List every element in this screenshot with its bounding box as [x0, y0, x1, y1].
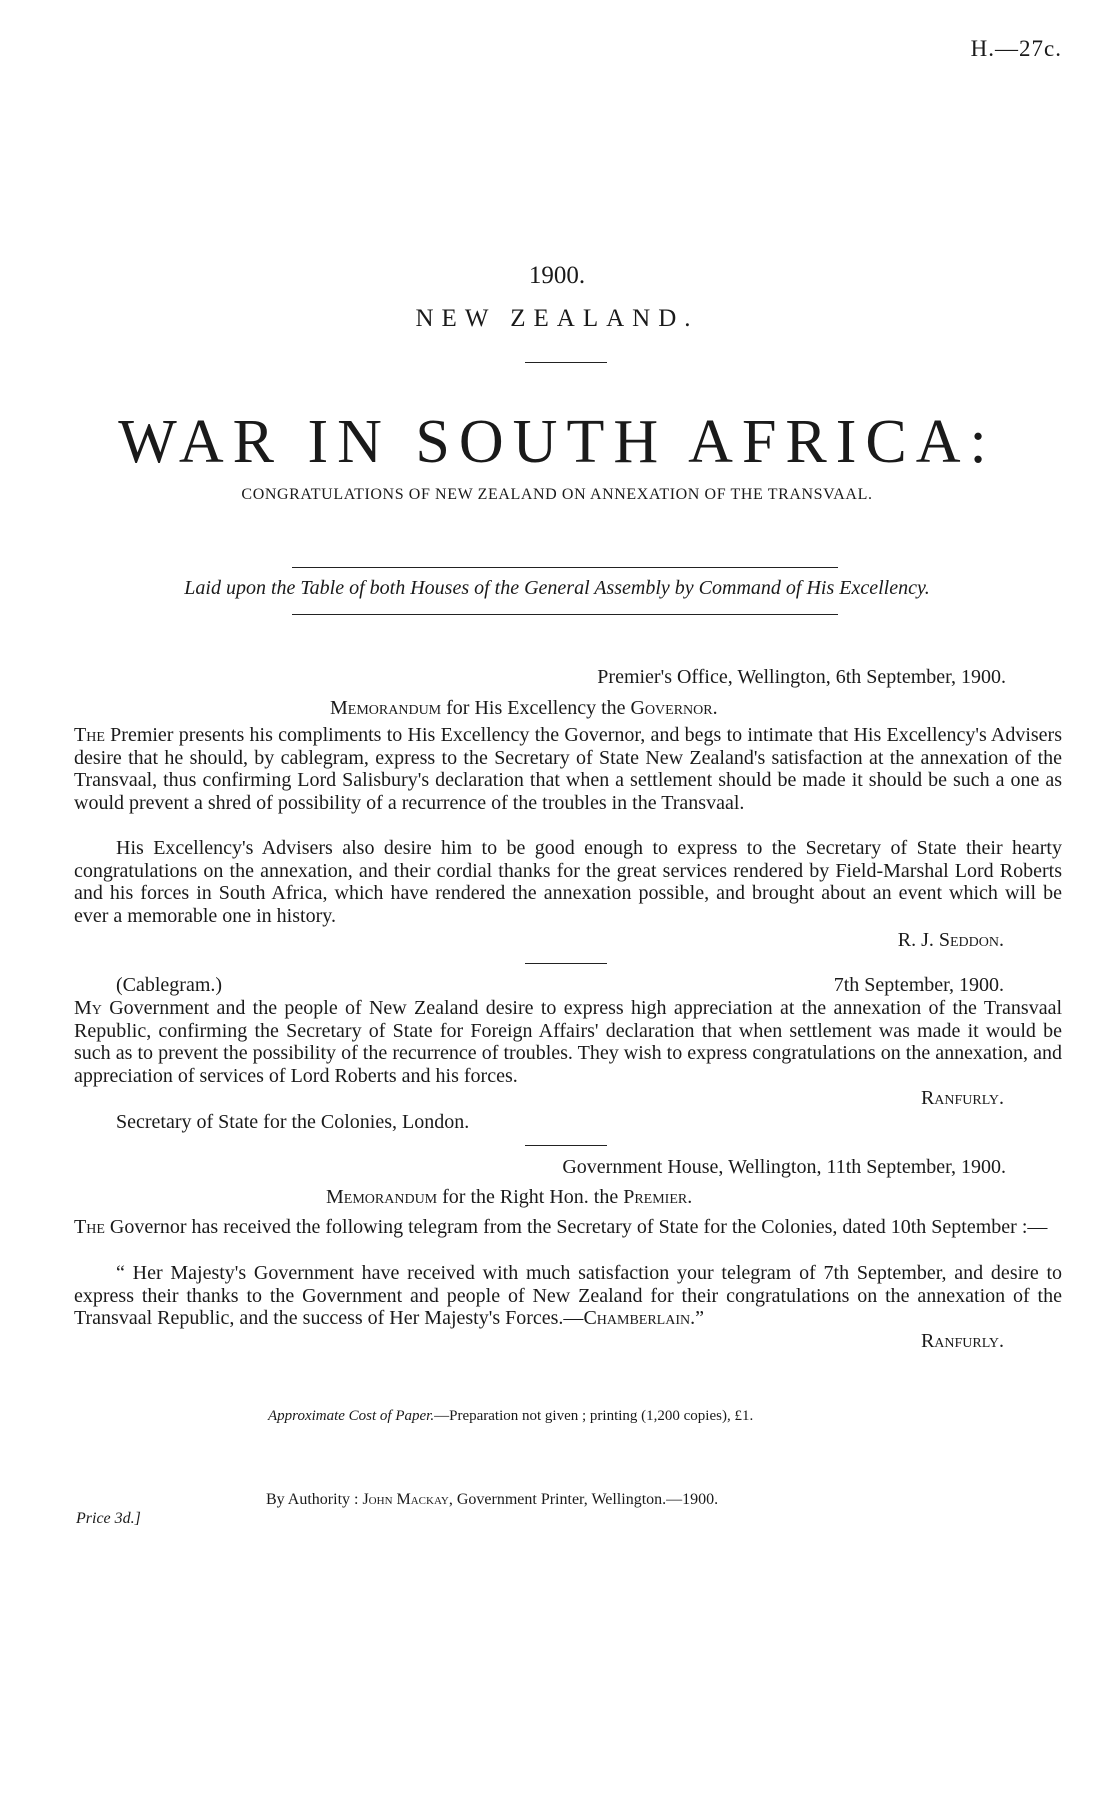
- cablegram-label: (Cablegram.): [116, 974, 223, 996]
- cost-note: [268, 1408, 753, 1425]
- document-reference: H.—27c.: [970, 36, 1062, 61]
- memo1-place-date: Premier's Office, Wellington, 6th September, 1900.: [597, 666, 1006, 688]
- document-title: WAR IN SOUTH AFRICA:: [118, 408, 996, 476]
- laid-statement: Laid upon the Table of both Houses of the General Assembly by Command of His Excellency.: [184, 577, 930, 599]
- document-subtitle: CONGRATULATIONS OF NEW ZEALAND ON ANNEXATION OF THE TRANSVAAL.: [241, 486, 873, 503]
- section-divider-1: [525, 963, 607, 964]
- memo1-p1-lead: The: [74, 724, 105, 746]
- memo1-paragraph-2: His Excellency's Advisers also desire him to be good enough to express to the Secretary of State their hearty congratulations on the annexation, and their cordial thanks for the great services rendered by Field-Marshal Lord Roberts and his forces in South Africa, which have rendered the annexation possible, and brought about an event which will be ever a memorable one in history.: [74, 837, 1062, 927]
- cost-label: Approximate Cost of Paper.: [268, 1408, 435, 1424]
- memo1-signature: R. J. Seddon.: [897, 929, 1004, 951]
- memo2-heading-mid: for the Right Hon. the: [437, 1186, 624, 1208]
- authority-name: John Mackay: [362, 1491, 449, 1508]
- cablegram-date: 7th September, 1900.: [833, 974, 1004, 996]
- section-divider-2: [525, 1145, 607, 1146]
- memo1-heading: [330, 697, 718, 720]
- document-year: 1900.: [528, 262, 586, 289]
- memo2-place-date: Government House, Wellington, 11th September, 1900.: [562, 1156, 1006, 1178]
- memo1-heading-mid: for His Excellency the: [441, 697, 631, 719]
- memo2-heading-target: Premier.: [623, 1186, 693, 1208]
- memo2-p1-lead: The: [74, 1216, 105, 1238]
- memo2-quote-signature: Chamberlain.: [583, 1307, 696, 1330]
- memo2-paragraph-1: [74, 1216, 1062, 1239]
- memo2-heading-lead: Memorandum: [326, 1186, 438, 1208]
- title-divider: [525, 362, 607, 363]
- authority-line: [266, 1491, 718, 1509]
- memo2-signature: Ranfurly.: [920, 1330, 1004, 1352]
- laid-top-rule: [292, 567, 838, 568]
- document-country: NEW ZEALAND.: [415, 305, 699, 332]
- cablegram-lead: My: [74, 997, 102, 1019]
- cost-text: —Preparation not given ; printing (1,200 copies), £1.: [434, 1408, 754, 1424]
- memo1-heading-lead: Memorandum: [330, 697, 442, 719]
- memo1-heading-target: Governor.: [630, 697, 718, 719]
- memo2-quote: [74, 1262, 1062, 1330]
- memo1-paragraph-1: [74, 724, 1062, 814]
- cablegram-paragraph: [74, 997, 1062, 1087]
- memo1-p1-text: Premier presents his compliments to His Excellency the Governor, and begs to intimate that His Excellency's Advisers desire that he should, by cablegram, express to the Secretary of State New Zealand's satisfaction at the annexation of the Transvaal, thus confirming Lord Salisbury's declaration that when a settlement should be made it should be such a one as would prevent a shred of possibility of a recurrence of the troubles in the Transvaal.: [74, 724, 1062, 814]
- laid-bottom-rule: [292, 614, 838, 615]
- memo2-quote-text: “ Her Majesty's Government have received with much satisfaction your telegram of 7th September, and desire to express their thanks to the Government and people of New Zealand for their congratulations on the annexation of the Transvaal Republic, and the success of Her Majesty's Forces.—: [74, 1262, 1062, 1330]
- cablegram-signature: Ranfurly.: [920, 1087, 1004, 1109]
- price-note: Price 3d.]: [76, 1510, 141, 1527]
- memo2-p1-text: Governor has received the following telegram from the Secretary of State for the Colonies, dated 10th September :—: [104, 1216, 1048, 1238]
- authority-post: , Government Printer, Wellington.—1900.: [448, 1491, 719, 1508]
- memo2-quote-end: ”: [695, 1307, 704, 1330]
- cablegram-addressee: Secretary of State for the Colonies, London.: [116, 1111, 470, 1133]
- authority-pre: By Authority :: [266, 1491, 363, 1508]
- cablegram-text: Government and the people of New Zealand desire to express high appreciation at the annexation of the Transvaal Republic, confirming the Secretary of State for Foreign Affairs' declaration that when settlement was made it would be such as to prevent the possibility of the recurrence of troubles. They wish to express congratulations on the annexation, and appreciation of services of Lord Roberts and his forces.: [74, 997, 1062, 1087]
- memo2-heading: [326, 1186, 692, 1209]
